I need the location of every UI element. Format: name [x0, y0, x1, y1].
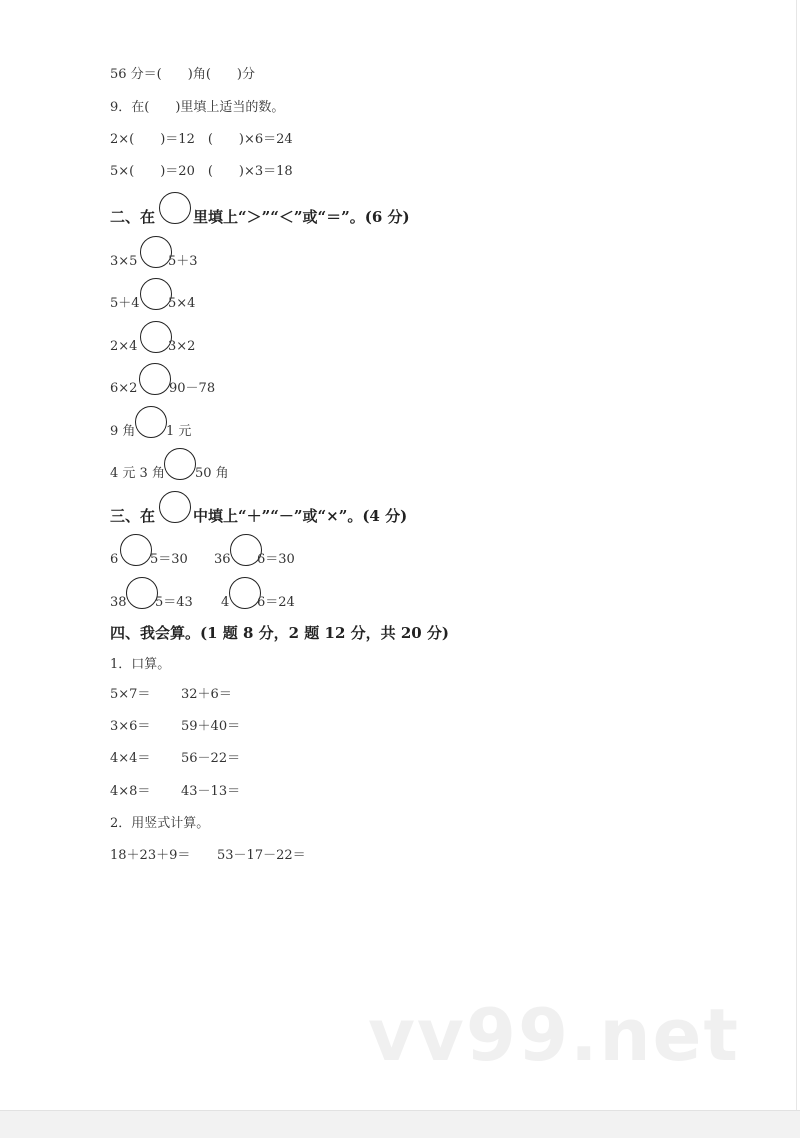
- answer-circle: [159, 491, 191, 523]
- oral-calc-b: 59＋40＝: [181, 719, 241, 734]
- compare-right: 1 元: [166, 424, 192, 439]
- answer-circle[interactable]: [120, 534, 152, 566]
- compare-right: 3×2: [168, 339, 196, 354]
- section-4-heading: 四、我会算。(1 题 8 分，2 题 12 分，共 20 分): [110, 624, 450, 642]
- compare-item: [110, 254, 310, 274]
- oral-calc-b: 56－22＝: [181, 751, 241, 766]
- section-2-prefix: 二、在: [110, 208, 156, 226]
- answer-circle[interactable]: [164, 448, 196, 480]
- operator-right: 5＝43: [155, 595, 193, 610]
- compare-right: 5×4: [168, 296, 196, 311]
- vertical-calc-b: 53－17－22＝: [217, 848, 306, 863]
- compare-item: [110, 339, 310, 359]
- operator-right: 5＝30: [150, 552, 188, 567]
- operator-item: [221, 595, 321, 615]
- answer-circle[interactable]: [135, 406, 167, 438]
- compare-right: 5＋3: [168, 254, 198, 269]
- compare-right: 50 角: [195, 466, 229, 481]
- oral-calc-a: 4×4＝: [110, 751, 151, 766]
- compare-item: [110, 424, 310, 444]
- compare-item: [110, 296, 310, 316]
- operator-item: [214, 552, 314, 572]
- compare-left: 4 元 3 角: [110, 466, 165, 481]
- compare-left: 3×5: [110, 254, 138, 269]
- operator-right: 6＝24: [257, 595, 295, 610]
- oral-calc-b: 43－13＝: [181, 784, 241, 799]
- operator-left: 6: [110, 552, 119, 567]
- answer-circle[interactable]: [139, 363, 171, 395]
- operator-left: 38: [110, 595, 127, 610]
- operator-left: 36: [214, 552, 231, 567]
- oral-calc-a: 3×6＝: [110, 719, 151, 734]
- operator-right: 6＝30: [257, 552, 295, 567]
- section-2-suffix: 里填上“＞”“＜”或“＝”。(6 分): [193, 208, 410, 226]
- question-line: 56 分＝( )角( )分: [110, 67, 255, 82]
- compare-left: 6×2: [110, 381, 138, 396]
- oral-calc-b: 32＋6＝: [181, 687, 232, 702]
- operator-item: [110, 595, 210, 615]
- question-line: 2×( )＝12 ( )×6＝24: [110, 132, 293, 147]
- vertical-calc-a: 18＋23＋9＝: [110, 848, 191, 863]
- compare-left: 9 角: [110, 424, 136, 439]
- section-3-suffix: 中填上“＋”“－”或“×”。(4 分): [193, 507, 408, 525]
- compare-item: [110, 381, 310, 401]
- operator-left: 4: [221, 595, 230, 610]
- answer-circle[interactable]: [126, 577, 158, 609]
- compare-left: 5＋4: [110, 296, 140, 311]
- oral-calc-a: 4×8＝: [110, 784, 151, 799]
- operator-item: [110, 552, 210, 572]
- section-3-prefix: 三、在: [110, 507, 156, 525]
- compare-left: 2×4: [110, 339, 138, 354]
- answer-circle: [159, 192, 191, 224]
- viewer-bottom-bar: [0, 1110, 800, 1138]
- question-9-title: 9．在( )里填上适当的数。: [110, 100, 285, 115]
- compare-item: [110, 466, 310, 486]
- compare-right: 90－78: [169, 381, 216, 396]
- sub-question-2: 2．用竖式计算。: [110, 816, 210, 831]
- watermark: vv99.net: [368, 993, 740, 1077]
- question-line: 5×( )＝20 ( )×3＝18: [110, 164, 293, 179]
- sub-question-1: 1．口算。: [110, 657, 171, 672]
- oral-calc-a: 5×7＝: [110, 687, 151, 702]
